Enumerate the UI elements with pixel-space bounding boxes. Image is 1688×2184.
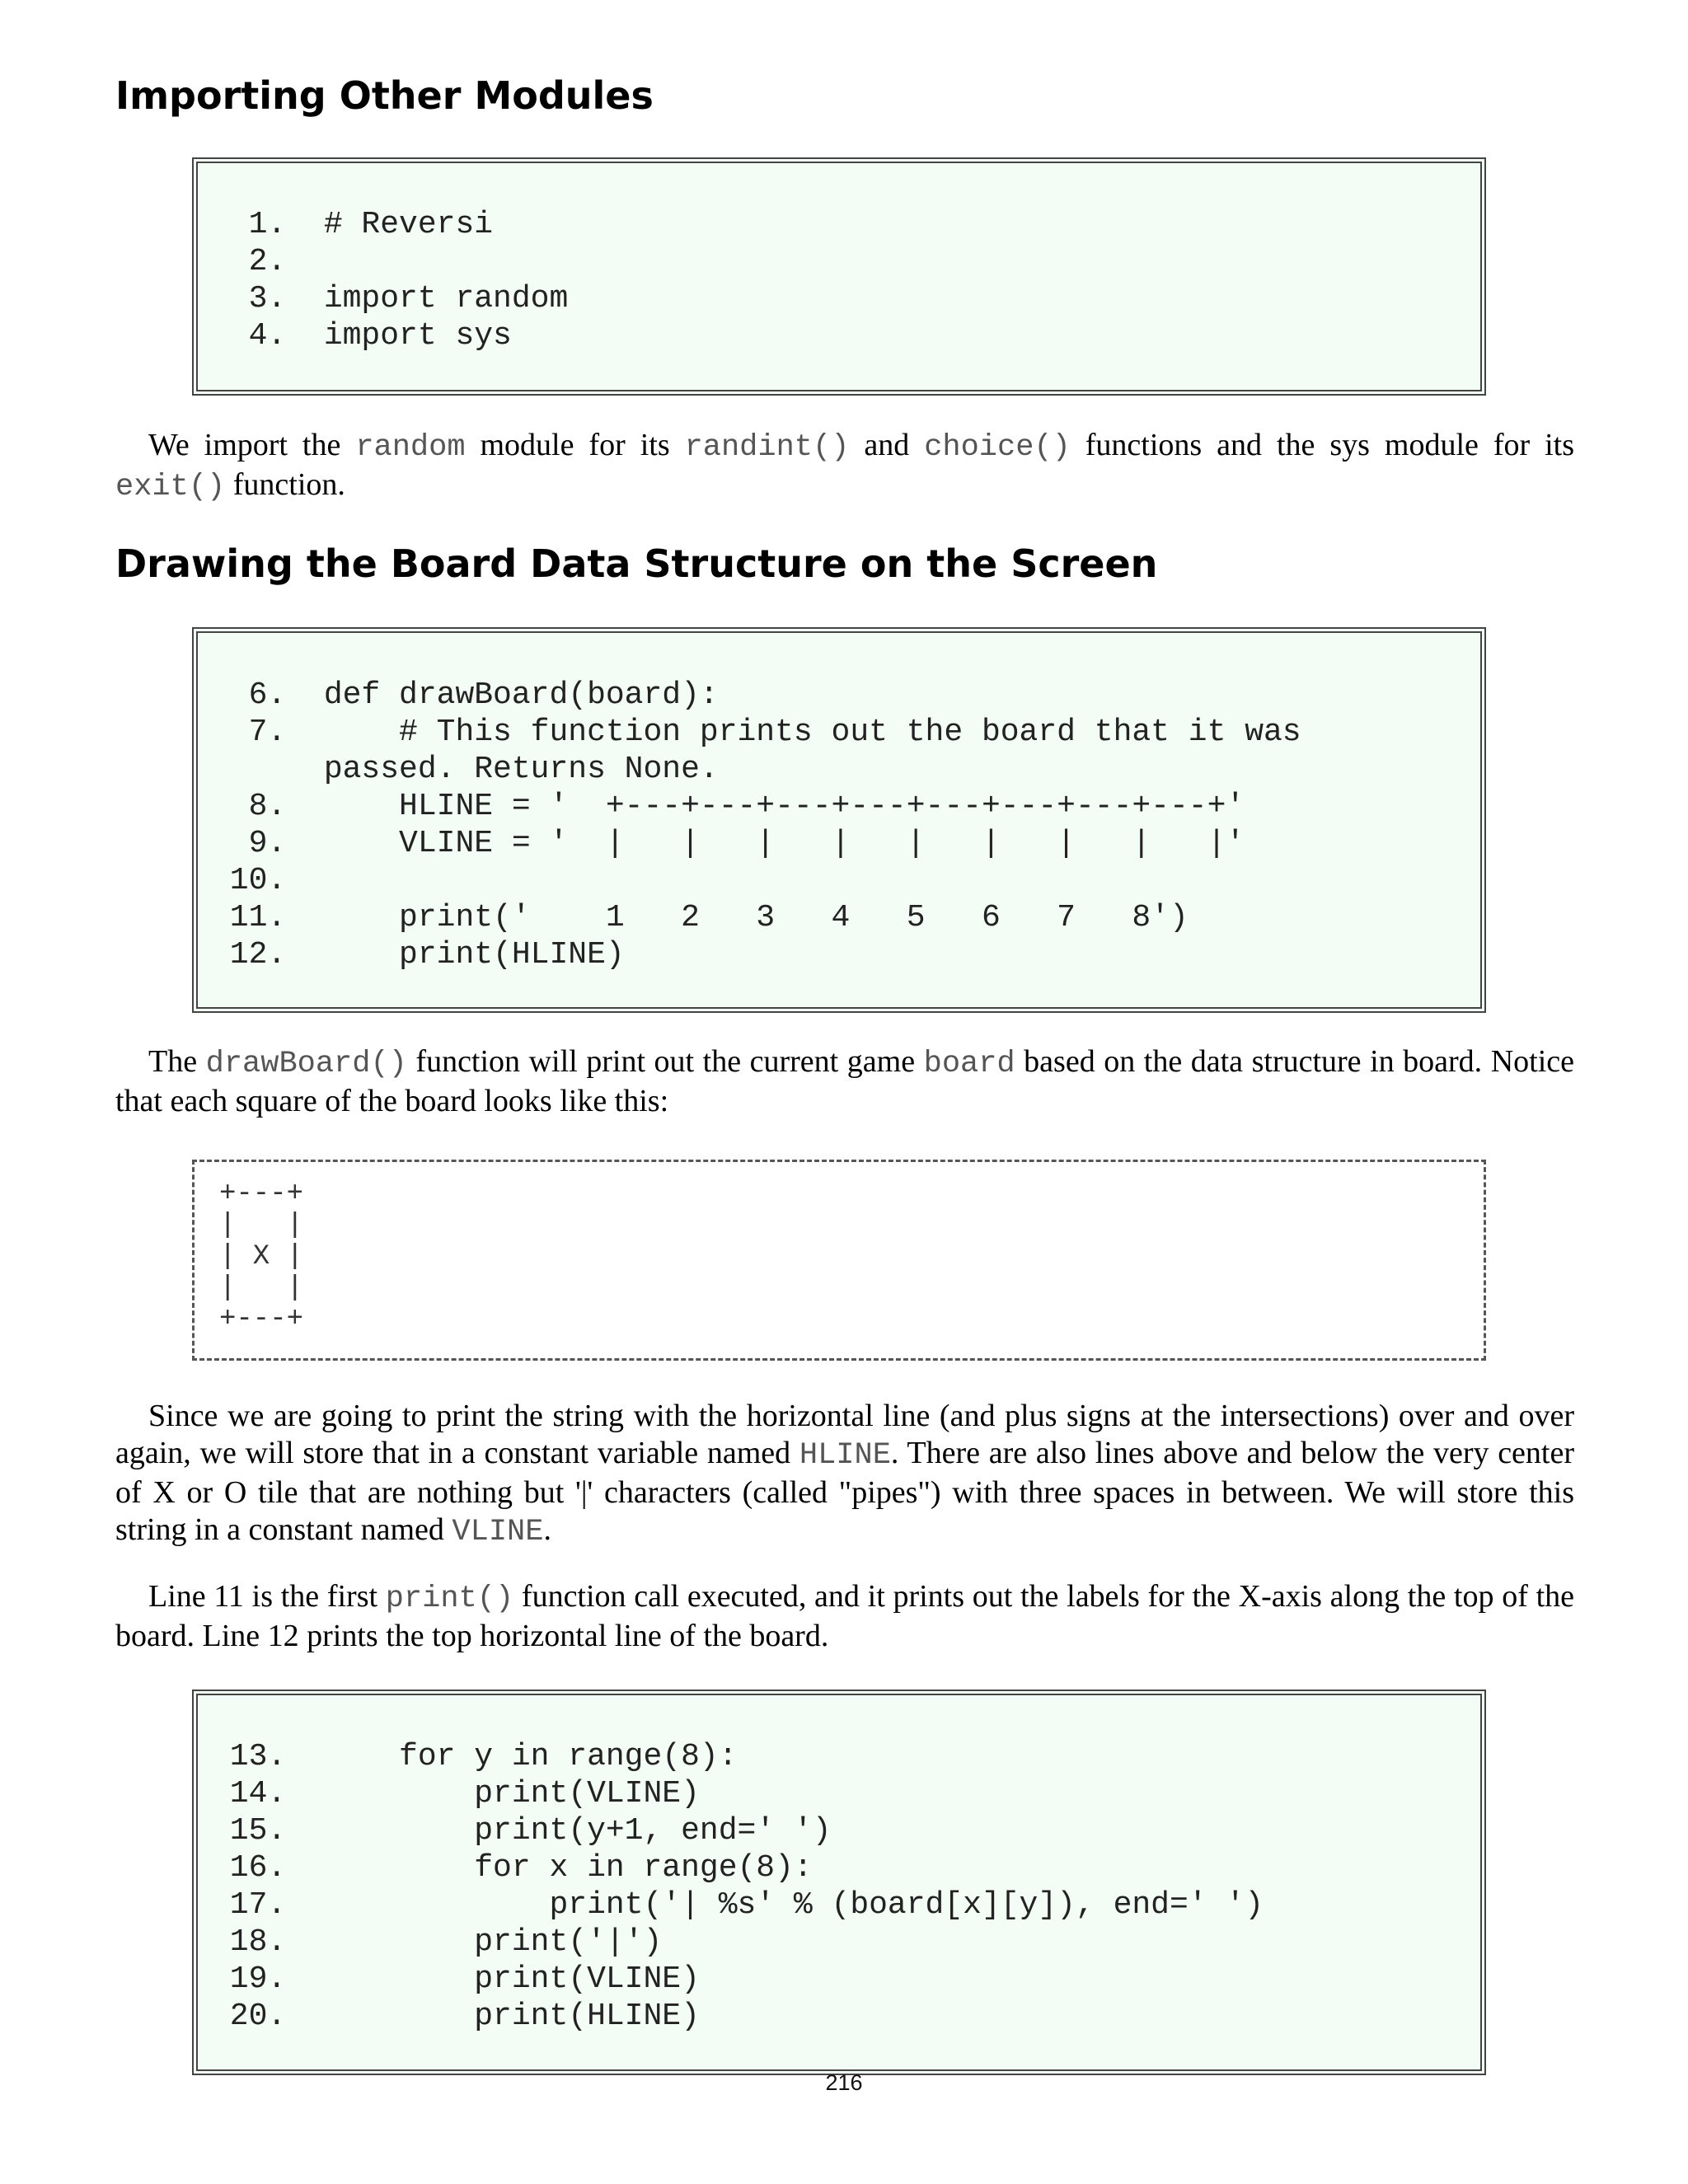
paragraph-line-11	[115, 1578, 1574, 1655]
code-block-imports	[192, 157, 1486, 396]
inline-code: choice()	[924, 430, 1071, 465]
code-block-drawboard	[192, 627, 1486, 1013]
code-text: 1. # Reversi 2. 3. import random 4. import sys	[248, 207, 569, 354]
inline-code: HLINE	[799, 1438, 891, 1473]
inline-code: exit()	[115, 470, 226, 504]
text-run: Since we are going to print the string with the horizontal line (and plus signs at the intersections) over and over again, we will store that in a constant variable named	[115, 1399, 1574, 1470]
square-ascii-art: +---+ | | | X | | | +---+	[219, 1179, 304, 1335]
inline-code: VLINE	[452, 1515, 544, 1549]
inline-code: board	[923, 1047, 1015, 1081]
text-run: and	[849, 428, 925, 462]
inline-code: print()	[385, 1582, 514, 1616]
text-run: function.	[225, 467, 345, 502]
text-run: .	[543, 1512, 551, 1547]
heading-drawing-board: Drawing the Board Data Structure on the Screen	[115, 541, 1158, 586]
inline-code: drawBoard()	[205, 1047, 407, 1081]
paragraph-drawboard	[115, 1043, 1574, 1120]
inline-code: random	[355, 430, 466, 465]
inline-code: randint()	[684, 430, 850, 465]
board-square-diagram	[192, 1160, 1486, 1361]
code-text: 6. def drawBoard(board): 7. # This function prints out the board that it was passed. Returns None. 8. HLINE = ' +---+---+---+---+---+---+---+---+' 9. VLINE = ' | | | | | | | | |' 10. 11. print(' 1 2 3 4 5 6 7 8') 12. print(HLINE)	[229, 677, 1301, 972]
page-number: 216	[825, 2070, 863, 2095]
text-run: based on the data structure in board. Notice that each square of the board looks like this:	[115, 1044, 1575, 1118]
paragraph-imports	[115, 427, 1574, 506]
text-run: The	[148, 1044, 206, 1079]
text-run: Line 11 is the first	[148, 1579, 386, 1614]
text-run: We import the	[148, 428, 356, 462]
text-run: function call executed, and it prints out the labels for the X-axis along the top of the board. Line 12 prints the top horizontal line of the board.	[115, 1579, 1574, 1653]
code-block-loop	[192, 1690, 1486, 2075]
text-run: function will print out the current game	[406, 1044, 924, 1079]
paragraph-hline-vline	[115, 1398, 1574, 1551]
text-run: module for its	[465, 428, 685, 462]
text-run: . There are also lines above and below the very center of X or O tile that are nothing but '|' characters (called "pipes") with three spaces in between. We will store this string in a constant named	[115, 1436, 1575, 1547]
heading-importing-modules: Importing Other Modules	[115, 73, 654, 118]
text-run: functions and the sys module for its	[1070, 428, 1574, 462]
code-text: 13. for y in range(8): 14. print(VLINE) 15. print(y+1, end=' ') 16. for x in range(8): 17. print('| %s' % (board[x][y]), end=' ') 18. print('|') 19. print(VLINE) 20. print(HLINE)	[229, 1739, 1264, 2034]
